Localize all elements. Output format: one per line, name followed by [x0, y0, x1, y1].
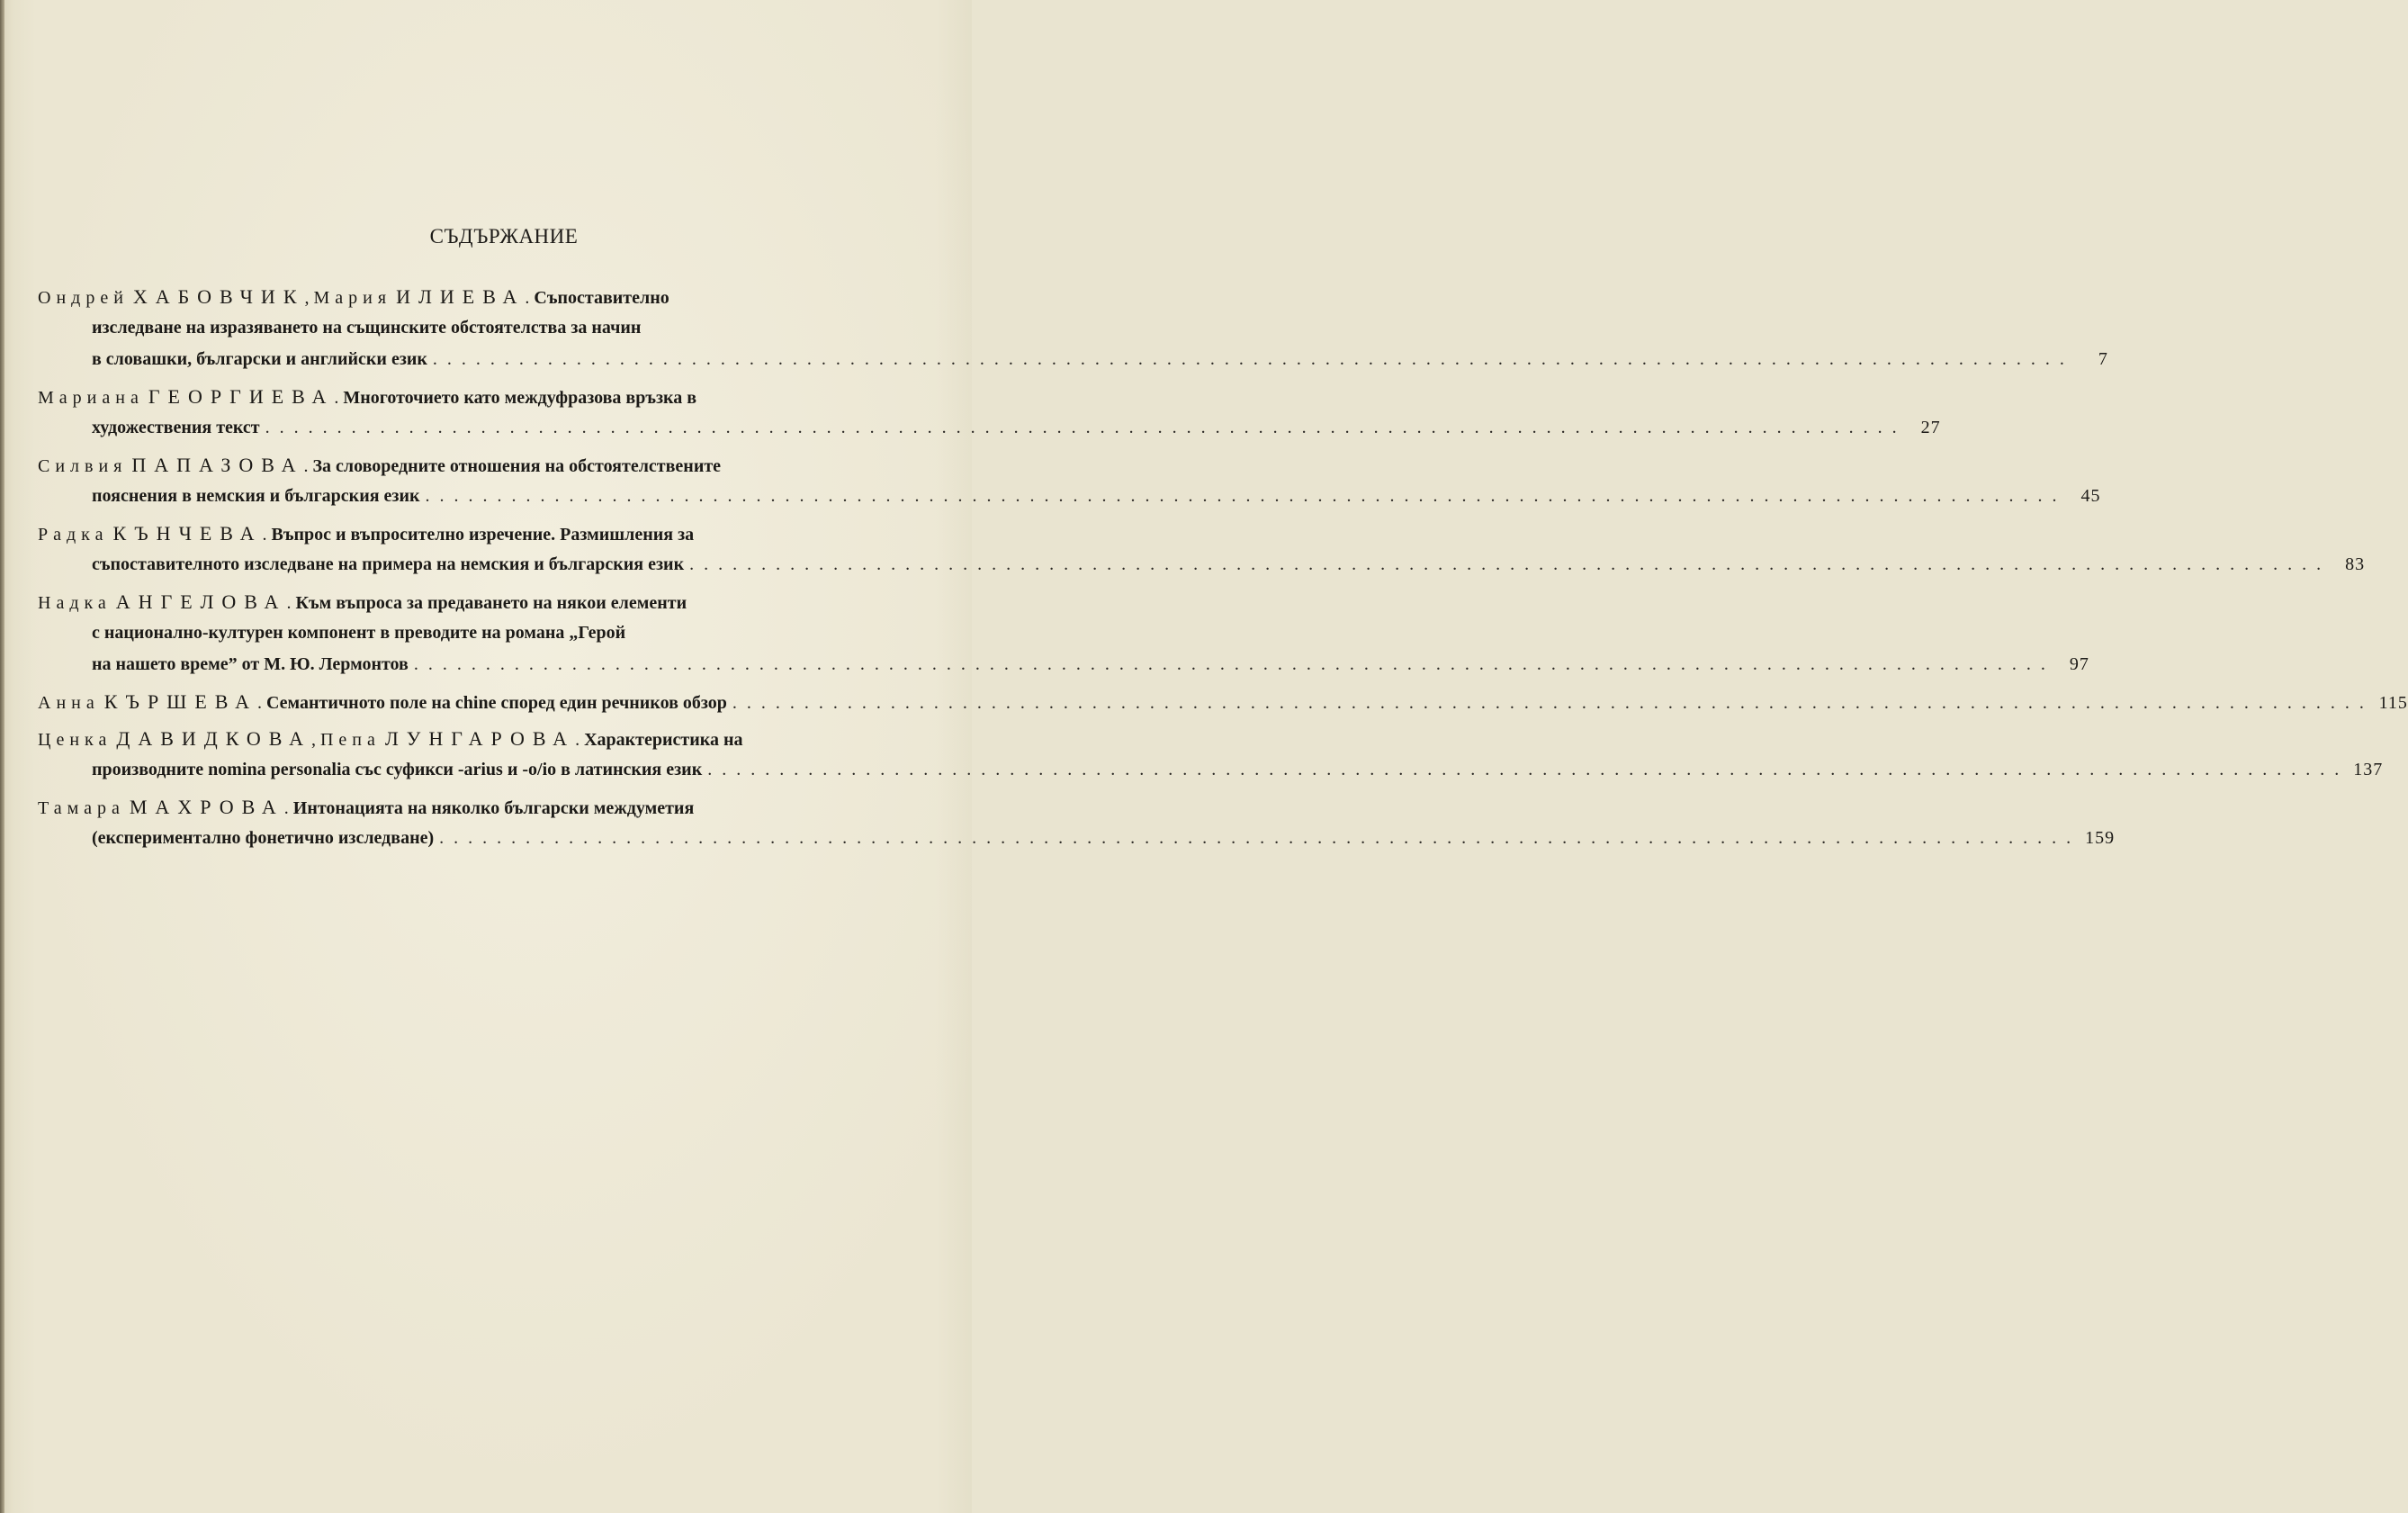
dot-leader: . . . . . . . . . . . . . . . . . . . . . . . . . . . . . . . . . . . . . . . . . . . . . . . . . . . . . . . . . . . . . . . . . . . . . . . . . . . . . . . . . . . . . . . . . . . . . . . . . . . . . . . . . . . . . . . . . .: [425, 486, 2060, 506]
author-first-name: Пепа: [319, 730, 381, 750]
dot-leader: . . . . . . . . . . . . . . . . . . . . . . . . . . . . . . . . . . . . . . . . . . . . . . . . . . . . . . . . . . . . . . . . . . . . . . . . . . . . . . . . . . . . . . . . . . . . . . . . . . . . . . . . . . . . . . . . . .: [707, 760, 2342, 779]
author-first-name: Радка: [38, 525, 109, 545]
author-last-name: КЪНЧЕВА: [112, 522, 263, 545]
author-last-name: ГЕОРГИЕВА: [148, 385, 335, 408]
article-title: Характеристика на: [584, 730, 743, 750]
toc-entry: [38, 381, 1941, 444]
page-number: 137: [2353, 760, 2384, 779]
toc-entry: [38, 723, 2384, 786]
author-first-name: Силвия: [38, 456, 128, 476]
article-title: Интонацията на няколко български междуметия: [292, 798, 695, 818]
dot-leader: . . . . . . . . . . . . . . . . . . . . . . . . . . . . . . . . . . . . . . . . . . . . . . . . . . . . . . . . . . . . . . . . . . . . . . . . . . . . . . . . . . . . . . . . . . . . . . . . . . . . . . . . . . . . . . . . . .: [689, 554, 2324, 574]
contents-heading: СЪДЪРЖАНИЕ: [429, 225, 579, 248]
article-title-last-line: [38, 823, 2116, 854]
article-title-last-line: [38, 549, 2366, 581]
author-last-name: АНГЕЛОВА: [115, 590, 287, 613]
author-last-name: ЛУНГАРОВА: [384, 727, 576, 750]
toc-entry-heading-line: Тамара МАХРОВА. Интонацията на няколко български междуметия: [38, 796, 695, 818]
article-title: Въпрос и въпросително изречение. Размишления за: [271, 525, 695, 545]
article-title: изследване на изразяването на същинските обстоятелства за начин: [92, 318, 642, 338]
author-first-name: Тамара: [38, 798, 125, 818]
dot-leader: . . . . . . . . . . . . . . . . . . . . . . . . . . . . . . . . . . . . . . . . . . . . . . . . . . . . . . . . . . . . . . . . . . . . . . . . . . . . . . . . . . . . . . . . . . . . . . . . . . . . . . . . . . . . . . . . . .: [732, 693, 2367, 713]
toc-entry: [38, 686, 2408, 717]
article-title: Съпоставително: [534, 288, 669, 308]
author-first-name: Мария: [313, 288, 392, 308]
author-first-name: Анна: [38, 693, 100, 713]
author-last-name: ДАВИДКОВА: [116, 727, 311, 750]
article-title: (експериментално фонетично изследване): [92, 828, 435, 848]
author-last-name: КЪРШЕВА: [103, 690, 257, 713]
dot-leader: . . . . . . . . . . . . . . . . . . . . . . . . . . . . . . . . . . . . . . . . . . . . . . . . . . . . . . . . . . . . . . . . . . . . . . . . . . . . . . . . . . . . . . . . . . . . . . . . . . . . . . . . . . . . . . . . . .: [265, 418, 1900, 437]
article-title-last-line: [38, 754, 2384, 786]
toc-entry-heading-line: Ценка ДАВИДКОВА, Пепа ЛУНГАРОВА. Характеристика на: [38, 727, 743, 750]
author-last-name: ИЛИЕВА: [396, 285, 526, 308]
article-title: художествения текст: [92, 418, 260, 437]
article-title: производните nomina personalia със суфикси -arius и -o/io в латинския език: [92, 760, 703, 779]
toc-entry-heading-line: Мариана ГЕОРГИЕВА. Многоточието като междуфразова връзка в: [38, 385, 697, 408]
toc-entry: [38, 791, 2116, 854]
page-number: 45: [2080, 486, 2101, 506]
toc-entry: [38, 518, 2366, 581]
page-number: 159: [2085, 828, 2116, 848]
author-last-name: ХАБОВЧИК: [132, 285, 305, 308]
dot-leader: . . . . . . . . . . . . . . . . . . . . . . . . . . . . . . . . . . . . . . . . . . . . . . . . . . . . . . . . . . . . . . . . . . . . . . . . . . . . . . . . . . . . . . . . . . . . . . . . . . . . . . . . . . . . . . . . . .: [413, 654, 2048, 674]
article-title: Семантичното поле на chine според един речников обзор: [265, 693, 727, 713]
article-title: пояснения в немския и българския език: [92, 486, 420, 506]
toc-entry-heading-line: Ондрей ХАБОВЧИК, Мария ИЛИЕВА. Съпоставително: [38, 285, 669, 308]
toc-entry-heading-line: Надка АНГЕЛОВА. Към въпроса за предаването на някои елементи: [38, 590, 687, 613]
article-title-last-line: [38, 344, 2108, 375]
article-title: За словоредните отношения на обстоятелствените: [312, 456, 722, 476]
page-number: 97: [2069, 654, 2089, 674]
toc-entry-heading-line: Радка КЪНЧЕВА. Въпрос и въпросително изречение. Размишления за: [38, 522, 695, 545]
dot-leader: . . . . . . . . . . . . . . . . . . . . . . . . . . . . . . . . . . . . . . . . . . . . . . . . . . . . . . . . . . . . . . . . . . . . . . . . . . . . . . . . . . . . . . . . . . . . . . . . . . . . . . . . . . . . . . . . . .: [439, 828, 2074, 848]
article-title: на нашето време” от М. Ю. Лермонтов: [92, 654, 409, 674]
author-first-name: Ондрей: [38, 288, 129, 308]
page-number: 27: [1920, 418, 1941, 437]
page-number: 115: [2378, 693, 2408, 713]
toc-entry-heading-line: Анна КЪРШЕВА. Семантичното поле на chine според един речников обзор . . . . . . . . . . . . . . . . . . . . . . . . . . . . . . . . . . . . . . . . . . . . . . . . . . . . . . . . . . . . . . . . . . . . . . . . . . . . . . . . . . . . . . . . . . . . . . . . . . . . . . . . . . . . . . . . . . 115: [38, 686, 929, 717]
dot-leader: . . . . . . . . . . . . . . . . . . . . . . . . . . . . . . . . . . . . . . . . . . . . . . . . . . . . . . . . . . . . . . . . . . . . . . . . . . . . . . . . . . . . . . . . . . . . . . . . . . . . . . . . . . . . . . . . . .: [432, 349, 2067, 369]
author-first-name: Мариана: [38, 388, 144, 408]
toc-entry: [38, 449, 2101, 512]
author-last-name: ПАПАЗОВА: [131, 454, 304, 476]
article-title-last-line: [38, 481, 2101, 512]
toc-entry: [38, 281, 2108, 375]
page-number: 83: [2345, 554, 2366, 574]
article-title-last-line: [38, 649, 2089, 680]
article-title-continuation: [38, 617, 929, 649]
page-number: 7: [2098, 349, 2108, 369]
article-title: с национално-културен компонент в преводите на романа „Герой: [92, 623, 626, 643]
article-title: Към въпроса за предаването на някои елементи: [295, 593, 687, 613]
table-of-contents: [38, 281, 2408, 860]
article-title: Многоточието като междуфразова връзка в: [343, 388, 697, 408]
author-last-name: МАХРОВА: [129, 796, 284, 818]
author-first-name: Надка: [38, 593, 112, 613]
article-title: в словашки, български и английски език: [92, 349, 427, 369]
author-first-name: Ценка: [38, 730, 112, 750]
article-title-last-line: [38, 412, 1941, 444]
article-title-continuation: [38, 312, 929, 344]
toc-entry-heading-line: Силвия ПАПАЗОВА. За словоредните отношения на обстоятелствените: [38, 454, 722, 476]
toc-entry: [38, 586, 2089, 680]
article-title: съпоставителното изследване на примера на немския и българския език: [92, 554, 685, 574]
